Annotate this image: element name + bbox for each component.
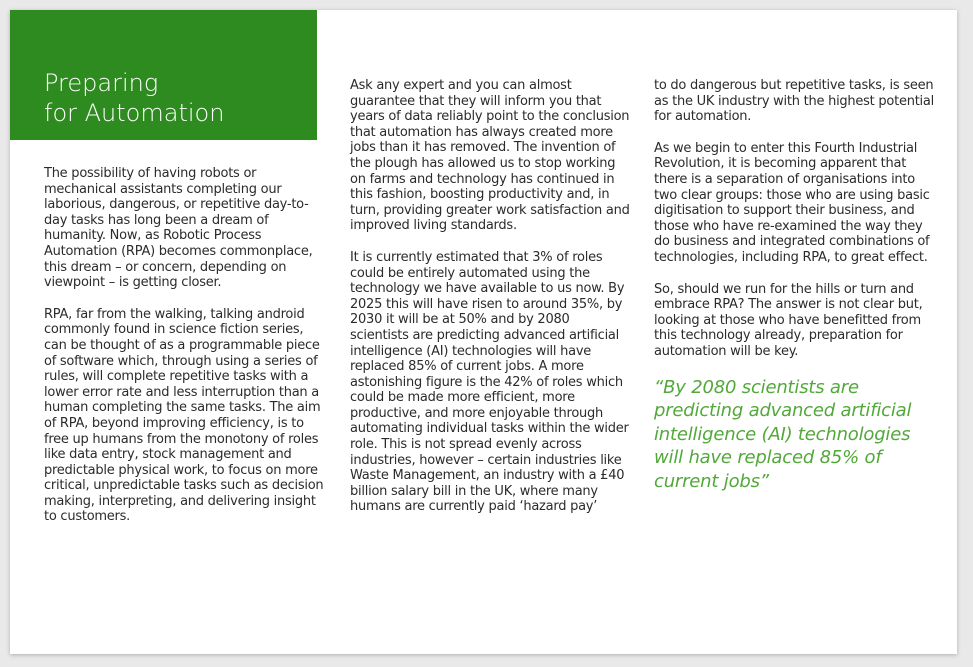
text-column-2 — [350, 78, 630, 531]
text-column-1 — [44, 166, 329, 541]
paragraph-continuation: to do dangerous but repetitive tasks, is seen as the UK industry with the highest potential for automation. — [654, 78, 934, 125]
document-page — [10, 10, 957, 654]
page-title-line-2: for Automation — [44, 99, 225, 127]
text-column-3 — [654, 78, 939, 493]
paragraph-rpa-definition: RPA, far from the walking, talking android commonly found in science fiction series, can be thought of as a programmable piece of software which, through using a series of rules, will complete repetitive tasks with a lower error rate and less interruption than a human completing the same tasks. The aim of RPA, beyond improving efficiency, is to free up humans from the monotony of roles like data entry, stock management and predictable physical work, to focus on more critical, unpredictable tasks such as decision making, interpreting, and delivering insight to customers. — [44, 306, 324, 525]
paragraph-expert-opinion: Ask any expert and you can almost guarantee that they will inform you that years of data reliably point to the conclusion that automation has always created more jobs than it has removed. The invention of the plough has allowed us to stop working on farms and technology has continued in this fashion, boosting productivity and, in turn, providing greater work satisfaction and improved living standards. — [350, 78, 630, 234]
paragraph-estimates: It is currently estimated that 3% of roles could be entirely automated using the technology we have available to us now. By 2025 this will have risen to around 35%, by 2030 it will be at 50% and by 2080 scientists are predicting advanced artificial intelligence (AI) technologies will have replaced 85% of current jobs. A more astonishing figure is the 42% of roles which could be made more efficient, more productive, and more enjoyable through automating individual tasks within the wider role. This is not spread evenly across industries, however – certain industries like Waste Management, an industry with a £40 billion salary bill in the UK, where many humans are currently paid ‘hazard pay’ — [350, 249, 629, 515]
paragraph-intro: The possibility of having robots or mechanical assistants completing our laborious, dangerous, or repetitive day-to-day tasks has long been a dream of humanity. Now, as Robotic Process Automation (RPA) becomes commonplace, this dream – or concern, depending on viewpoint – is getting closer. — [44, 166, 313, 291]
page-title-line-1: Preparing — [44, 69, 159, 97]
paragraph-conclusion: So, should we run for the hills or turn and embrace RPA? The answer is not clear but, looking at those who have benefitted from this technology already, preparation for automation will be key. — [654, 281, 923, 359]
title-banner — [10, 10, 317, 140]
pull-quote: “By 2080 scientists are predicting advanced artificial intelligence (AI) technologies will have replaced 85% of current jobs” — [654, 376, 912, 492]
paragraph-industrial-revolution: As we begin to enter this Fourth Industrial Revolution, it is becoming apparent that there is a separation of organisations into two clear groups: those who are using basic digitisation to support their business, and those who have re-examined the way they do business and integrated combinations of technologies, including RPA, to great effect. — [654, 140, 930, 265]
